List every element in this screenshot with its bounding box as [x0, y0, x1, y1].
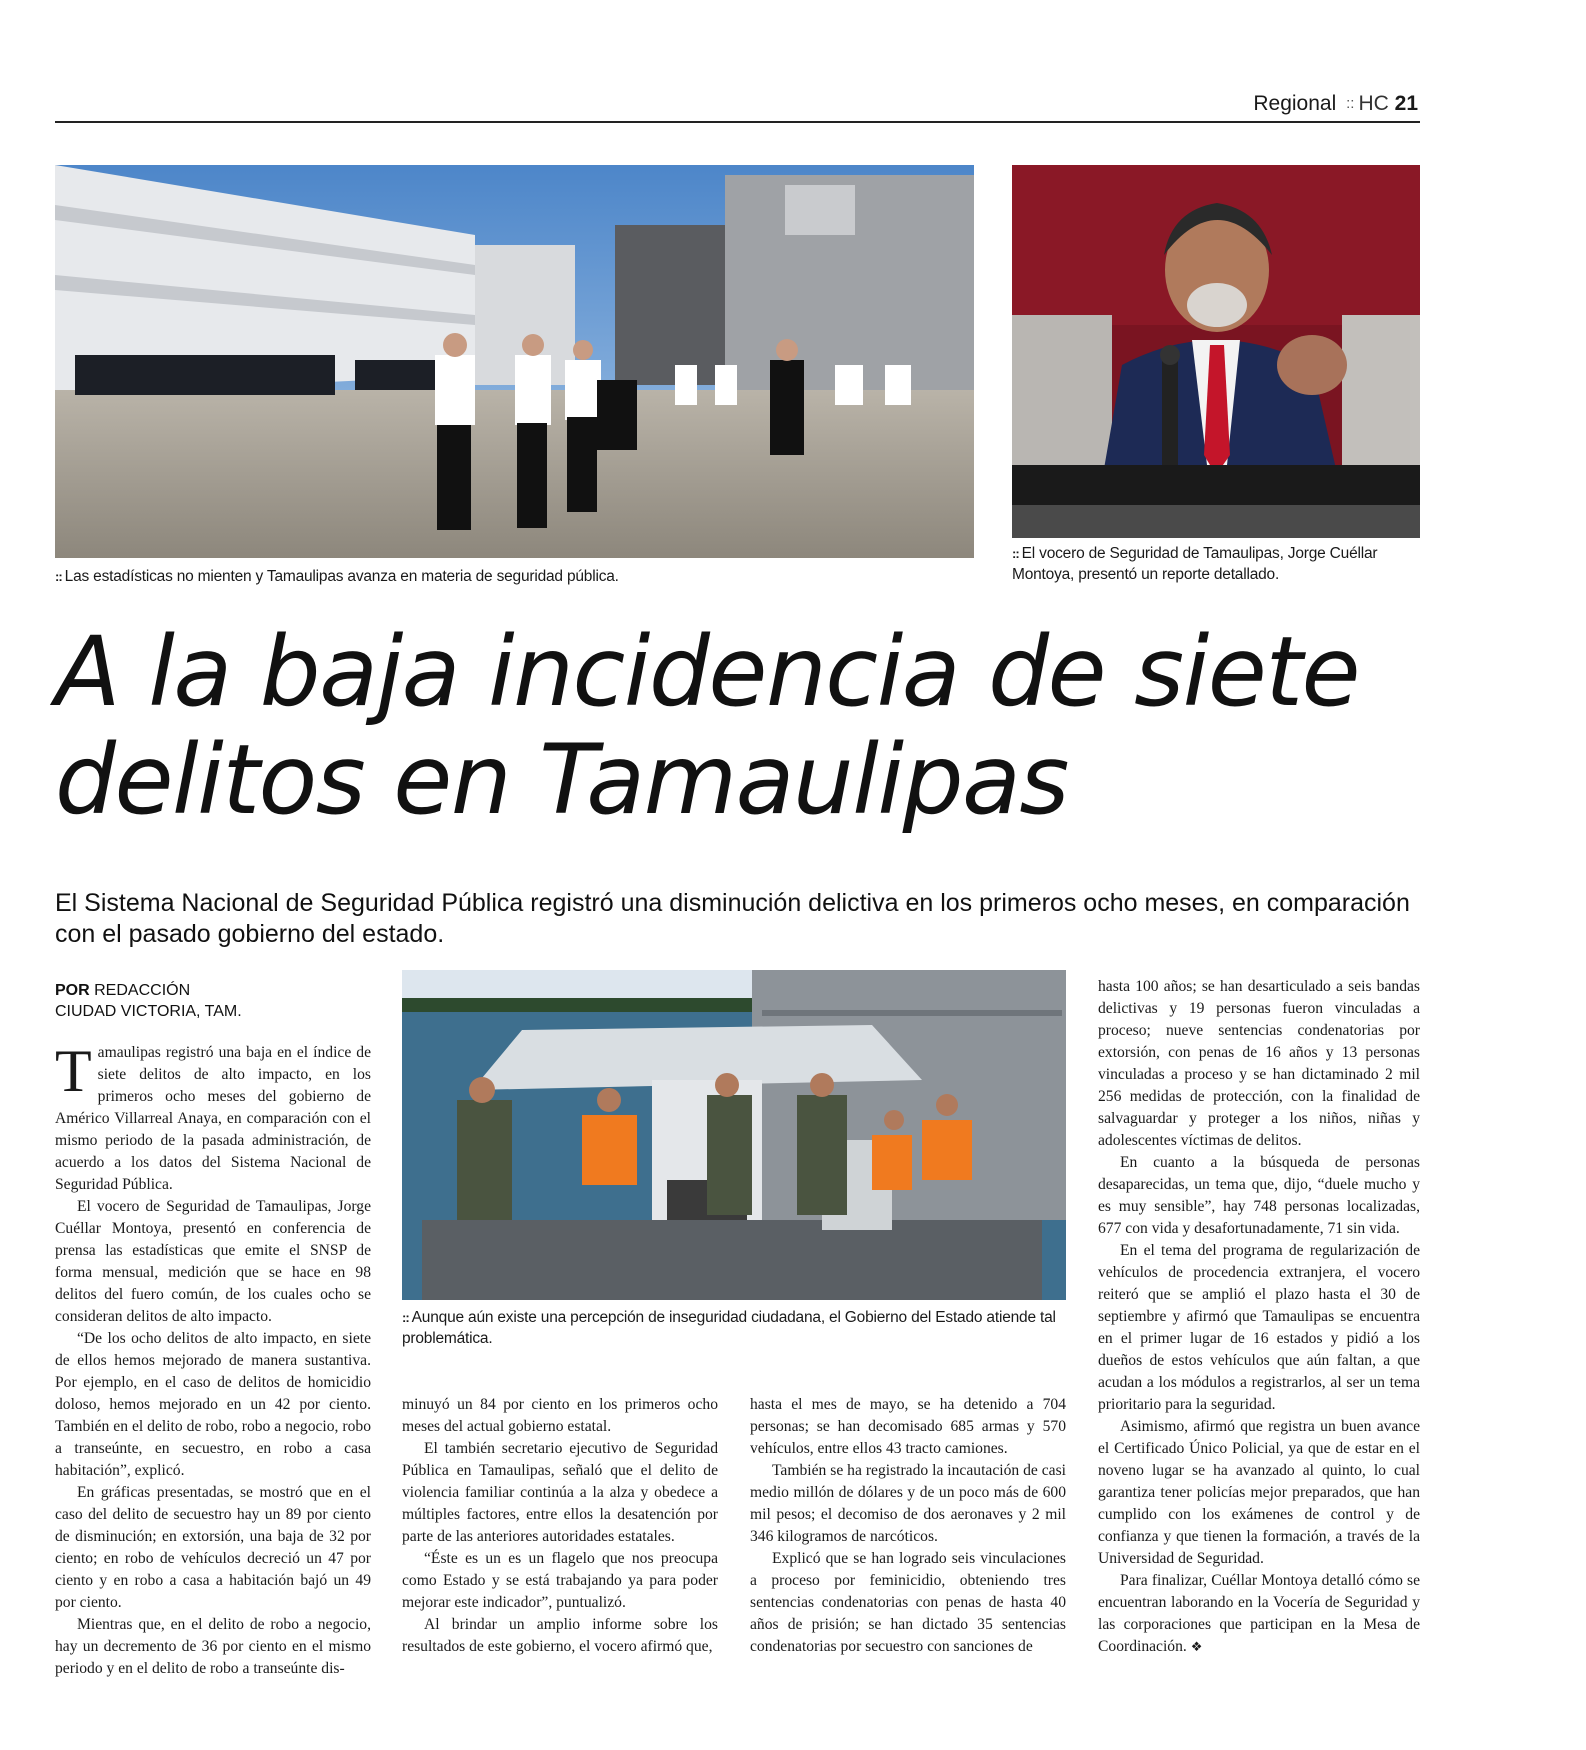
paragraph: Asimismo, afirmó que registra un buen avance el Certificado Único Policial, ya que de estar en el noveno lugar se ha avanzado al quinto, lo cual garantiza tener policías mejor preparados, que han cumplido con los exámenes de control y de confianza y que tienen la formación, a través de la Universidad de Seguridad. — [1098, 1418, 1420, 1567]
paragraph: En el tema del programa de regularización de vehículos de procedencia extranjera, el vocero reiteró que se amplió el plazo hasta el 30 de septiembre y afirmó que Tamaulipas se encuentra en el primer lugar de 16 estados y pidió a los dueños de estos vehículos que aún faltan, a que acudan a los módulos a registrarlos, al ser un tema prioritario para la seguridad. — [1098, 1242, 1420, 1413]
paragraph: El vocero de Seguridad de Tamaulipas, Jorge Cuéllar Montoya, presentó en conferencia de prensa las estadísticas que emite el SNSP de forma mensual, medición que se hace en 98 delitos del fuero común, de los cuales ocho se consideran delitos de alto impacto. — [55, 1198, 371, 1325]
page-header — [55, 92, 1420, 123]
caption-marker: :: — [402, 1310, 409, 1325]
article-column-2 — [402, 1394, 718, 1658]
boat-photo-caption — [402, 1307, 1066, 1349]
paragraph: El también secretario ejecutivo de Seguridad Pública en Tamaulipas, señaló que el delito de violencia familiar continúa a la alza y obedece a múltiples factores, entre ellos la desatención por parte de las anteriores autoridades estatales. — [402, 1440, 718, 1545]
caption-marker: :: — [55, 569, 62, 584]
article-column-3 — [750, 1394, 1066, 1658]
folio-separator: :: — [1346, 95, 1355, 112]
paragraph: hasta el mes de mayo, se ha detenido a 704 personas; se han decomisado 685 armas y 570 vehículos, entre ellos 43 tracto camiones. — [750, 1396, 1066, 1457]
paragraph: Al brindar un amplio informe sobre los resultados de este gobierno, el vocero afirmó que, — [402, 1616, 718, 1655]
caption-text: Aunque aún existe una percepción de inseguridad ciudadana, el Gobierno del Estado atiende tal problemática. — [402, 1309, 1056, 1347]
paragraph: Explicó que se han logrado seis vinculaciones a proceso por feminicidio, obteniendo tres sentencias condenatorias con penas de hasta 40 años de prisión; se han dictado 35 sentencias condenatorias por secuestro con sanciones de — [750, 1550, 1066, 1655]
deck-subtitle: El Sistema Nacional de Seguridad Pública registró una disminución delictiva en los primeros ocho meses, en comparación con el pasado gobierno del estado. — [55, 889, 1410, 948]
caption-marker: :: — [1012, 546, 1019, 561]
byline-author: REDACCIÓN — [94, 982, 191, 999]
paragraph: En cuanto a la búsqueda de personas desaparecidas, un tema que, dijo, “duele mucho y es muy sensible”, hay 748 personas localizadas, 677 con vida y desafortunadamente, 71 sin vida. — [1098, 1154, 1420, 1237]
paragraph: Mientras que, en el delito de robo a negocio, hay un decremento de 36 por ciento en el mismo periodo y en el delito de robo a transeúnte dis- — [55, 1616, 371, 1677]
paragraph: Para finalizar, Cuéllar Montoya detalló cómo se encuentran laborando en la Vocería de Seguridad y las corporaciones que participan en la Mesa de Coordinación. ❖ — [1098, 1572, 1420, 1655]
page-number: 21 — [1394, 92, 1418, 115]
paragraph: “Éste es un es un flagelo que nos preocupa como Estado y se está trabajando ya para poder mejorar este indicador”, puntualizó. — [402, 1550, 718, 1611]
end-mark: ❖ — [1190, 1640, 1203, 1655]
paragraph: En gráficas presentadas, se mostró que en el caso del delito de secuestro hay un 89 por ciento de disminución; en extorsión, una baja de 32 por ciento; en robo de vehículos decreció un 47 por ciento y en robo a casa a habitación bajó un 49 por ciento. — [55, 1484, 371, 1611]
drop-cap: T — [55, 1038, 92, 1104]
paragraph: minuyó un 84 por ciento en los primeros ocho meses del actual gobierno estatal. — [402, 1396, 718, 1435]
spokesman-photo — [1012, 165, 1420, 538]
spokesman-photo-caption — [1012, 543, 1420, 585]
byline — [55, 980, 242, 1022]
dateline: CIUDAD VICTORIA, TAM. — [55, 1003, 242, 1020]
folio — [1253, 92, 1418, 116]
caption-text: El vocero de Seguridad de Tamaulipas, Jorge Cuéllar Montoya, presentó un reporte detallado. — [1012, 545, 1378, 583]
paragraph: También se ha registrado la incautación de casi medio millón de dólares y de un poco más de 600 mil pesos; el decomiso de dos aeronaves y 2 mil 346 kilogramos de narcóticos. — [750, 1462, 1066, 1545]
section-name: Regional — [1253, 92, 1337, 115]
paper-initials: HC — [1358, 92, 1389, 115]
ceremony-photo-caption — [55, 566, 974, 587]
article-column-1 — [55, 1038, 371, 1680]
ceremony-photo — [55, 165, 974, 558]
headline: A la baja incidencia de siete delitos en Tamaulipas — [55, 616, 1360, 836]
boat-photo — [402, 970, 1066, 1300]
paragraph: hasta 100 años; se han desarticulado a seis bandas delictivas y 19 personas fueron vinculadas a proceso; nueve sentencias condenatorias por extorsión, con penas de 16 años y 13 personas vinculadas a proceso y se han dictaminado 2 mil 256 medidas de protección, con la finalidad de salvaguardar y proteger a los niños, niñas y adolescentes víctimas de delitos. — [1098, 978, 1420, 1149]
paragraph: “De los ocho delitos de alto impacto, en siete de ellos hemos mejorado de manera sustantiva. Por ejemplo, en el caso de delitos de homicidio doloso, hemos mejorado en un 42 por ciento. También en el delito de robo, robo a negocio, robo a transeúnte, en secuestro, en robo a casa habitación”, explicó. — [55, 1330, 371, 1479]
article-column-4 — [1098, 976, 1420, 1659]
paragraph: Tamaulipas registró una baja en el índice de siete delitos de alto impacto, en los primeros ocho meses del gobierno de Américo Villarreal Anaya, en comparación con el mismo periodo de la pasada administración, de acuerdo a los datos del Sistema Nacional de Seguridad Pública. — [55, 1038, 371, 1193]
byline-label: POR — [55, 982, 90, 999]
caption-text: Las estadísticas no mienten y Tamaulipas avanza en materia de seguridad pública. — [64, 568, 619, 585]
